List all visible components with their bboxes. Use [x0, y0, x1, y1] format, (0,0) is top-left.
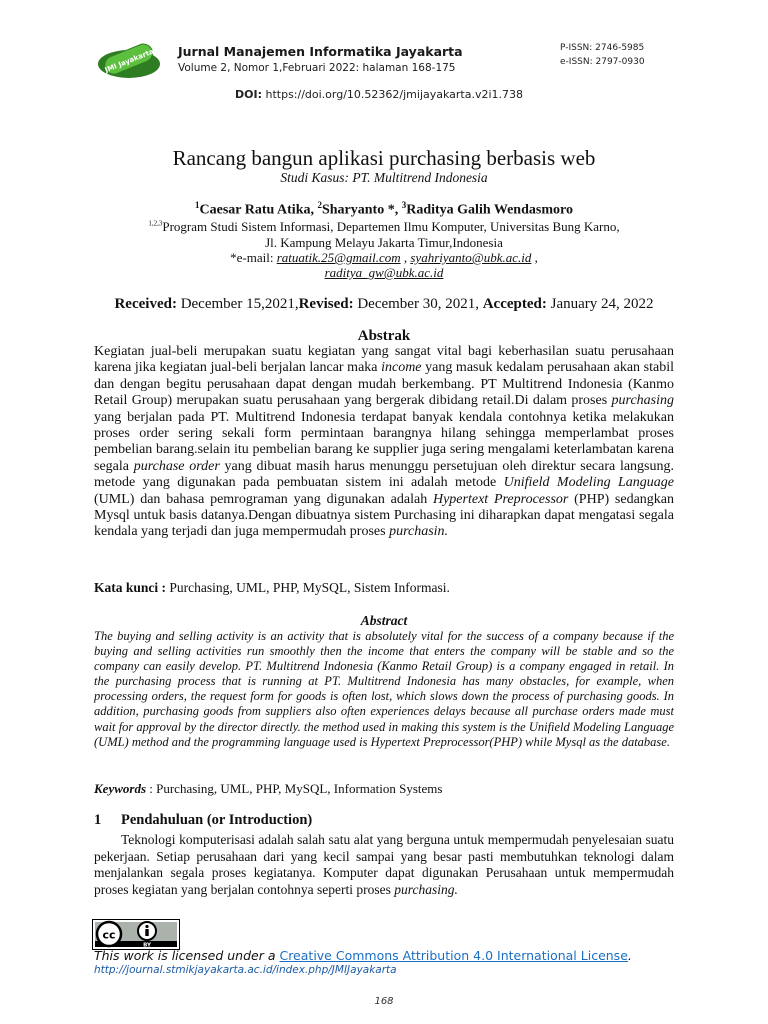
accepted-label: Accepted:	[482, 296, 547, 312]
abstrak-italic: purchasin.	[389, 524, 449, 540]
received-label: Received:	[114, 296, 177, 312]
revised-date: December 30, 2021,	[353, 296, 483, 312]
cc-by-badge[interactable]	[92, 919, 180, 950]
email-label: *e-mail:	[230, 250, 277, 265]
license-link[interactable]: Creative Commons Attribution 4.0 International License	[279, 948, 628, 963]
affiliation-line-2: Jl. Kampung Melayu Jakarta Timur,Indonesia	[265, 235, 503, 250]
affiliation-text: Program Studi Sistem Informasi, Departemen Ilmu Komputer, Universitas Bung Karno,	[162, 219, 620, 234]
section-text: Teknologi komputerisasi adalah salah satu alat yang berguna untuk mempermudah penyelesaian suatu pekerjaan. Setiap perusahaan dari yang kecil sampai yang besar pasti membutuhkan teknologi dalam menjalankan segala proses kegiatanya. Komputer dapat digunakan Perusahaan untuk mempermudah proses kegiatan yang berjalan contohnya seperti proses	[94, 832, 674, 897]
abstrak-text: (UML) dan bahasa pemrograman yang digunakan adalah	[94, 491, 433, 507]
license-text	[94, 948, 632, 963]
journal-logo	[96, 40, 162, 80]
abstrak-text: (PHP) sedangkan Mysql untuk basis datanya.Dengan dibuatnya sistem Purchasing ini diharapkan dapat mengatasi segala kendala yang terjadi dan juga mempermudah proses	[94, 491, 675, 540]
keywords-list: : Purchasing, UML, PHP, MySQL, Information Systems	[146, 781, 443, 796]
submission-dates	[0, 296, 768, 313]
section-italic: purchasing.	[394, 881, 458, 897]
doi-link[interactable]: https://doi.org/10.52362/jmijayakarta.v2i1.738	[265, 88, 524, 101]
paper-title: Rancang bangun aplikasi purchasing berbasis web	[172, 146, 596, 170]
pissn: P-ISSN: 2746-5985	[560, 43, 645, 53]
abstrak-text: Kegiatan jual-beli merupakan suatu kegiatan yang sangat vital bagi keberhasilan suatu perusahaan karena jika kegiatan jual-beli berjalan lancar maka	[94, 344, 674, 376]
abstrak-italic: Unifield Modeling Language	[503, 475, 674, 491]
eissn: e-ISSN: 2797-0930	[560, 57, 645, 67]
email-line-2	[0, 265, 768, 281]
affiliation-line-1	[0, 219, 768, 235]
abstrak-text: yang berjalan pada PT. Multitrend Indonesia terdapat banyak kendala contohnya ketika melakukan proses order sering sekali form permintaan barangnya hilang sehingga memperlambat proses pembelian barang.selain itu pembelian barang ke supplier juga sering mengalami keterlambatan karena segala	[94, 409, 674, 474]
kata-kunci	[94, 580, 450, 596]
abstrak-italic: income	[381, 360, 422, 376]
kata-kunci-list: Purchasing, UML, PHP, MySQL, Sistem Informasi.	[166, 580, 450, 595]
email-separator: ,	[531, 250, 538, 265]
keywords-label: Keywords	[94, 781, 146, 796]
keywords	[94, 781, 442, 797]
journal-url[interactable]: http://journal.stmikjayakarta.ac.id/index.php/JMIJayakarta	[94, 964, 397, 976]
cc-label: BY	[143, 942, 151, 949]
email-line	[0, 250, 768, 266]
svg-text:cc: cc	[102, 928, 116, 942]
abstrak-text: yang masuk kedalam perusahaan akan stabil dan dengan begitu perusahaan dapat dengan mudah berkembang. PT Multitrend Indonesia (Kanmo Retail Group) merupakan suatu perusahaan yang bergerak dibidang retail.Di dalam proses	[94, 360, 674, 409]
section-number: 1	[94, 812, 102, 828]
affiliation-sup: 1,2,3	[148, 219, 163, 228]
email-link-2[interactable]: syahriyanto@ubk.ac.id	[410, 250, 532, 265]
section-body	[94, 832, 674, 898]
doi-line	[235, 88, 523, 101]
abstract-body: The buying and selling activity is an activity that is absolutely vital for the success of a company because if the buying and selling activities run smoothly then the income that enters the company will be stable and so the company can easily develop. PT. Multitrend Indonesia (Kanmo Retail Group) is a company engaged in retail. In the purchasing process that is running at PT. Multitrend Indonesia has many obstacles, for example, when processing orders, the request form for goods is often lost, which slows down the process of purchasing goods. In addition, purchasing goods from suppliers also often experiences delays because all purchase orders made must wait for approval by the director directly. the method used in making this system is the Unifield Modeling Language (UML) method and the programming language used is Hypertext Preprocessor(PHP) while Mysql as the database.	[94, 629, 674, 749]
abstrak-italic: Hypertext Preprocessor	[432, 491, 569, 507]
accepted-date: January 24, 2022	[546, 296, 654, 312]
abstrak-text: yang dibuat masih harus menunggu persetujuan oleh direktur secara langsung. metode yang digunakan pada pembuatan sistem ini adalah metode	[94, 458, 674, 491]
page-number: 168	[374, 996, 394, 1007]
author-name: Raditya Galih Wendasmoro	[406, 202, 573, 218]
abstract-heading: Abstract	[360, 613, 408, 628]
author-sup: 1	[195, 200, 200, 210]
abstrak-body	[94, 344, 674, 541]
revised-label: Revised:	[298, 296, 354, 312]
author-sup: 2	[317, 200, 322, 210]
journal-name: Jurnal Manajemen Informatika Jayakarta	[178, 44, 463, 59]
author-name: Sharyanto *,	[321, 202, 402, 218]
paper-subtitle: Studi Kasus: PT. Multitrend Indonesia	[280, 170, 488, 185]
received-date: December 15,2021,	[176, 296, 299, 312]
kata-kunci-label: Kata kunci :	[94, 580, 167, 595]
email-link-1[interactable]: ratuatik.25@gmail.com	[276, 250, 401, 265]
author-list	[0, 200, 768, 219]
abstrak-italic: purchasing	[611, 393, 674, 409]
author-name: Caesar Ratu Atika,	[199, 202, 318, 218]
abstrak-heading: Abstrak	[357, 328, 411, 344]
section-title: Pendahuluan (or Introduction)	[121, 812, 313, 828]
license-prefix: This work is licensed under a	[94, 948, 280, 963]
author-sup: 3	[401, 200, 407, 210]
email-separator: ,	[400, 250, 411, 265]
logo-text: JMI Jayakarta	[103, 47, 155, 75]
doi-label: DOI:	[235, 88, 262, 101]
license-suffix: .	[627, 948, 632, 963]
abstrak-italic: purchase order	[133, 458, 220, 474]
email-link-3[interactable]: raditya_gw@ubk.ac.id	[324, 265, 444, 280]
journal-volume: Volume 2, Nomor 1,Februari 2022: halaman 168-175	[178, 62, 456, 74]
